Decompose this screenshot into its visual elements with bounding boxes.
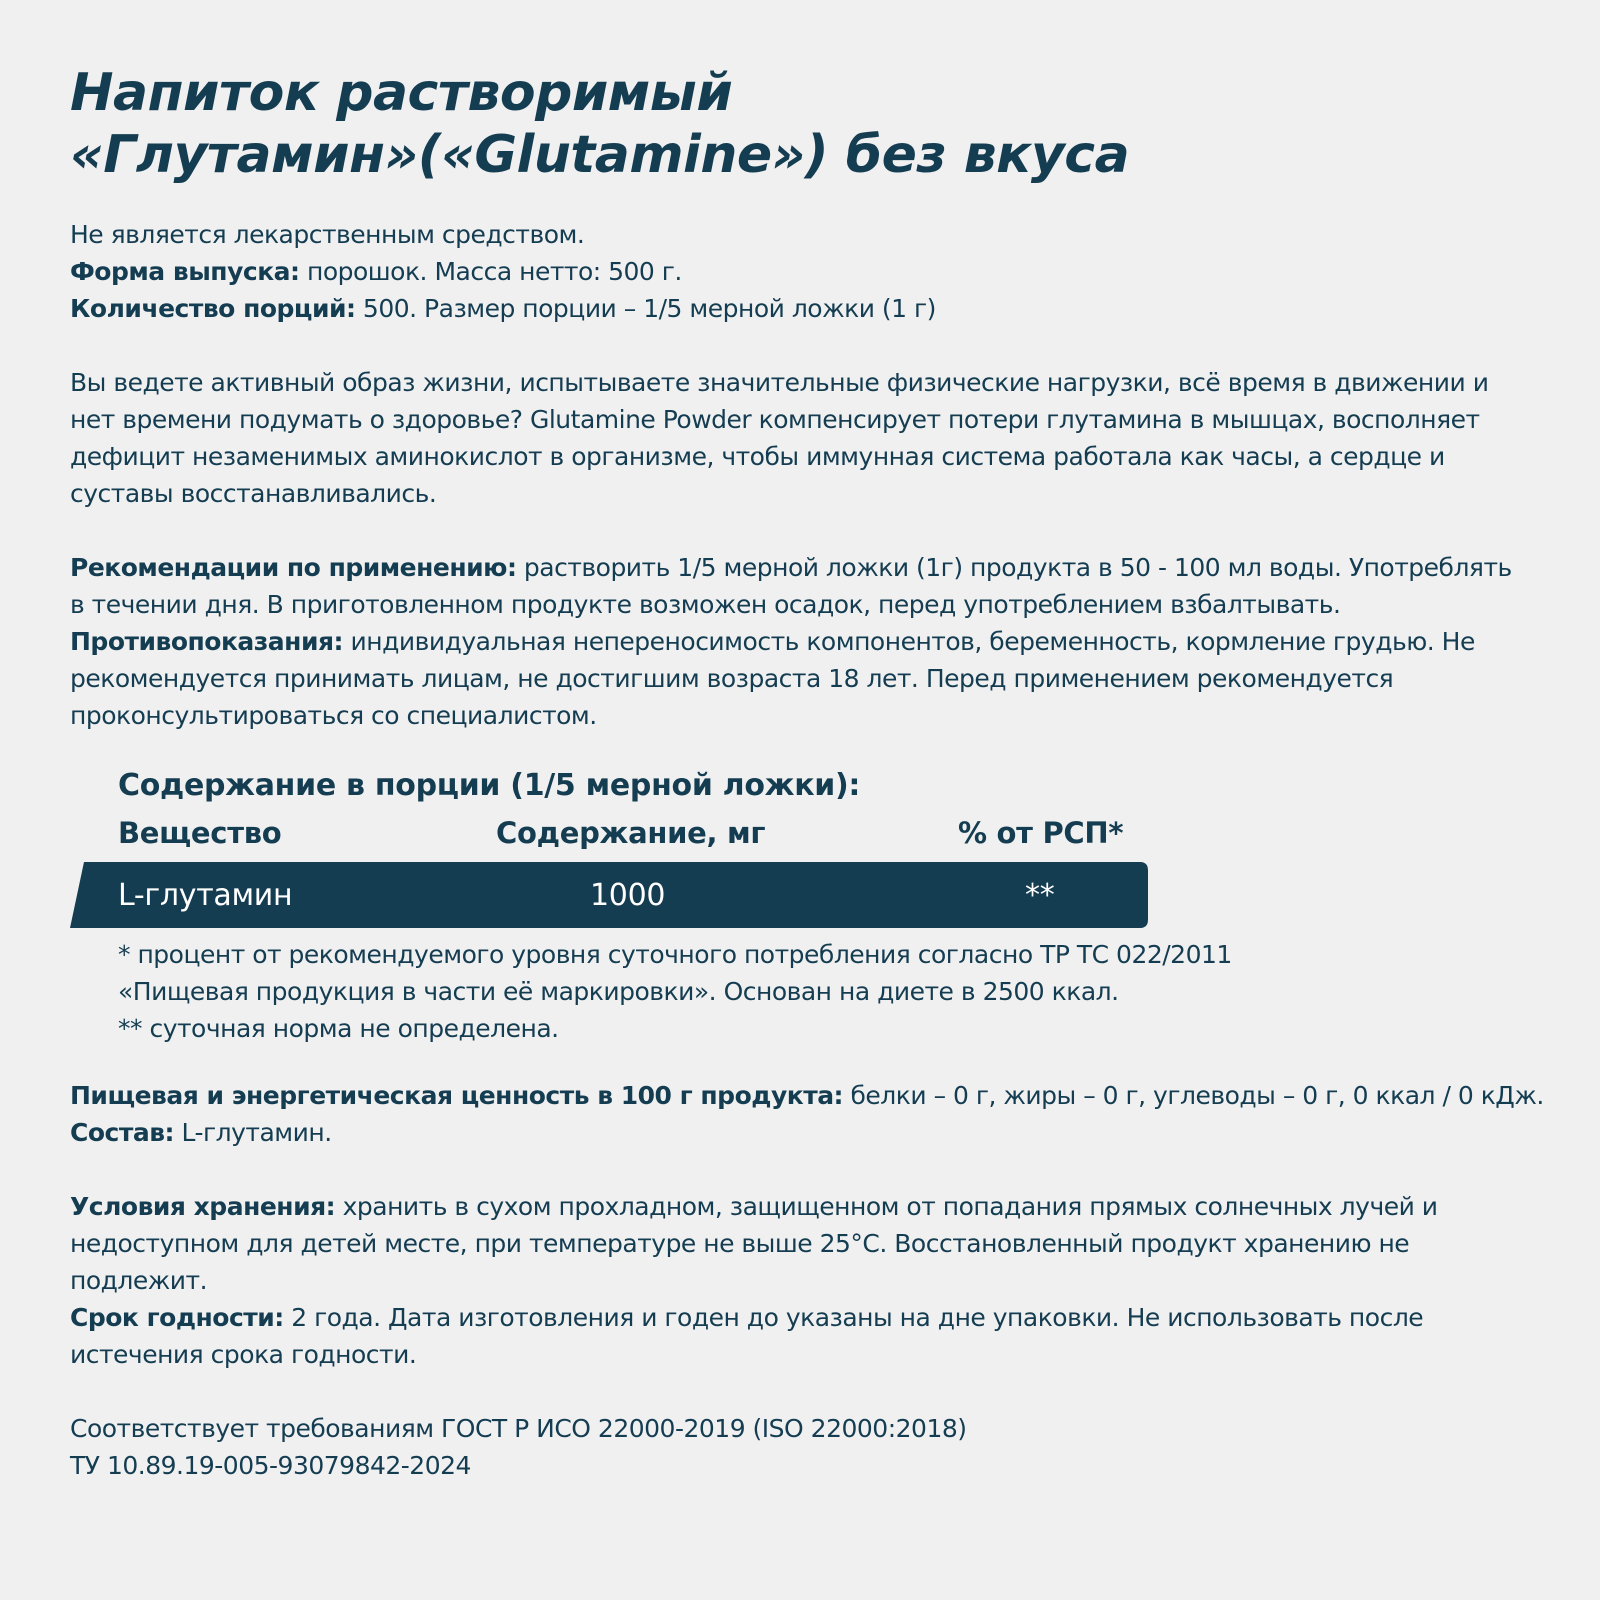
row-amount: 1000 bbox=[590, 878, 666, 913]
composition-text: L-глутамин. bbox=[174, 1118, 332, 1147]
description: Вы ведете активный образ жизни, испытываете значительные физические нагрузки, всё время в движении и нет времени подумать о здоровье? Glutamine Powder компенсирует потери глутамина в мышцах, восполняет дефицит незаменимых аминокислот в организме, чтобы иммунная система работала как часы, а сердце и суставы восстанавливались. bbox=[70, 368, 1489, 508]
header-amount: Содержание, мг bbox=[496, 816, 766, 850]
nutrition-value bbox=[70, 1077, 1570, 1114]
release-form bbox=[70, 253, 1550, 290]
nutrition-text: белки – 0 г, жиры – 0 г, углеводы – 0 г, 0 ккал / 0 кДж. bbox=[843, 1081, 1544, 1110]
product-title: Напиток растворимый «Глутамин»(«Glutamine») без вкуса bbox=[70, 63, 1130, 185]
storage-block bbox=[70, 1188, 1550, 1373]
contraindications bbox=[70, 623, 1520, 734]
shelf-life-text: 2 года. Дата изготовления и годен до указаны на дне упаковки. Не использовать после истечения срока годности. bbox=[70, 1303, 1424, 1369]
usage-block bbox=[70, 549, 1550, 734]
release-form-label: Форма выпуска: bbox=[70, 257, 300, 286]
standard-tu: ТУ 10.89.19-005-93079842-2024 bbox=[70, 1451, 471, 1480]
nutrition-block bbox=[70, 1077, 1550, 1151]
composition bbox=[70, 1114, 1550, 1151]
contraindications-label: Противопоказания: bbox=[70, 627, 344, 656]
footnote-3: ** суточная норма не определена. bbox=[118, 1014, 559, 1043]
footnote-1: * процент от рекомендуемого уровня суточного потребления согласно ТР ТС 022/2011 bbox=[118, 940, 1232, 969]
storage-text: хранить в сухом прохладном, защищенном от попадания прямых солнечных лучей и недоступном для детей месте, при температуре не выше 25°С. Восстановленный продукт хранению не подлежит. bbox=[70, 1192, 1438, 1295]
nutrition-label: Пищевая и энергетическая ценность в 100 г продукта: bbox=[70, 1081, 844, 1110]
servings-value: 500. Размер порции – 1/5 мерной ложки (1 г) bbox=[355, 294, 936, 323]
intro-block bbox=[70, 216, 1550, 327]
not-medicine-note: Не является лекарственным средством. bbox=[70, 220, 585, 249]
shelf-life-label: Срок годности: bbox=[70, 1303, 284, 1332]
storage bbox=[70, 1188, 1490, 1299]
product-label bbox=[70, 62, 1550, 1484]
header-substance: Вещество bbox=[118, 816, 282, 850]
servings-label: Количество порций: bbox=[70, 294, 356, 323]
footnote-2: «Пищевая продукция в части её маркировки». Основан на диете в 2500 ккал. bbox=[118, 977, 1119, 1006]
row-percent: ** bbox=[1025, 878, 1055, 913]
table-title: Содержание в порции (1/5 мерной ложки): bbox=[118, 768, 861, 803]
standards-block bbox=[70, 1410, 1550, 1484]
composition-label: Состав: bbox=[70, 1118, 175, 1147]
servings bbox=[70, 290, 1550, 327]
release-form-value: порошок. Масса нетто: 500 г. bbox=[299, 257, 682, 286]
header-percent: % от РСП* bbox=[958, 816, 1124, 850]
storage-label: Условия хранения: bbox=[70, 1192, 336, 1221]
usage bbox=[70, 549, 1520, 623]
standard-gost: Соответствует требованиям ГОСТ Р ИСО 22000-2019 (ISO 22000:2018) bbox=[70, 1414, 967, 1443]
usage-label: Рекомендации по применению: bbox=[70, 553, 517, 582]
table-header bbox=[70, 808, 1550, 862]
row-substance: L-глутамин bbox=[118, 878, 293, 913]
shelf-life bbox=[70, 1299, 1490, 1373]
table-footnotes bbox=[118, 936, 1550, 1047]
usage-text: растворить 1/5 мерной ложки (1г) продукта в 50 - 100 мл воды. Употреблять в течении дня. В приготовленном продукте возможен осадок, перед употреблением взбалтывать. bbox=[70, 553, 1512, 619]
nutrient-table bbox=[70, 764, 1550, 1047]
contraindications-text: индивидуальная непереносимость компонентов, беременность, кормление грудью. Не рекомендуется принимать лицам, не достигшим возраста 18 лет. Перед применением рекомендуется проконсультироваться со специалистом. bbox=[70, 627, 1475, 730]
table-row bbox=[70, 862, 1148, 928]
